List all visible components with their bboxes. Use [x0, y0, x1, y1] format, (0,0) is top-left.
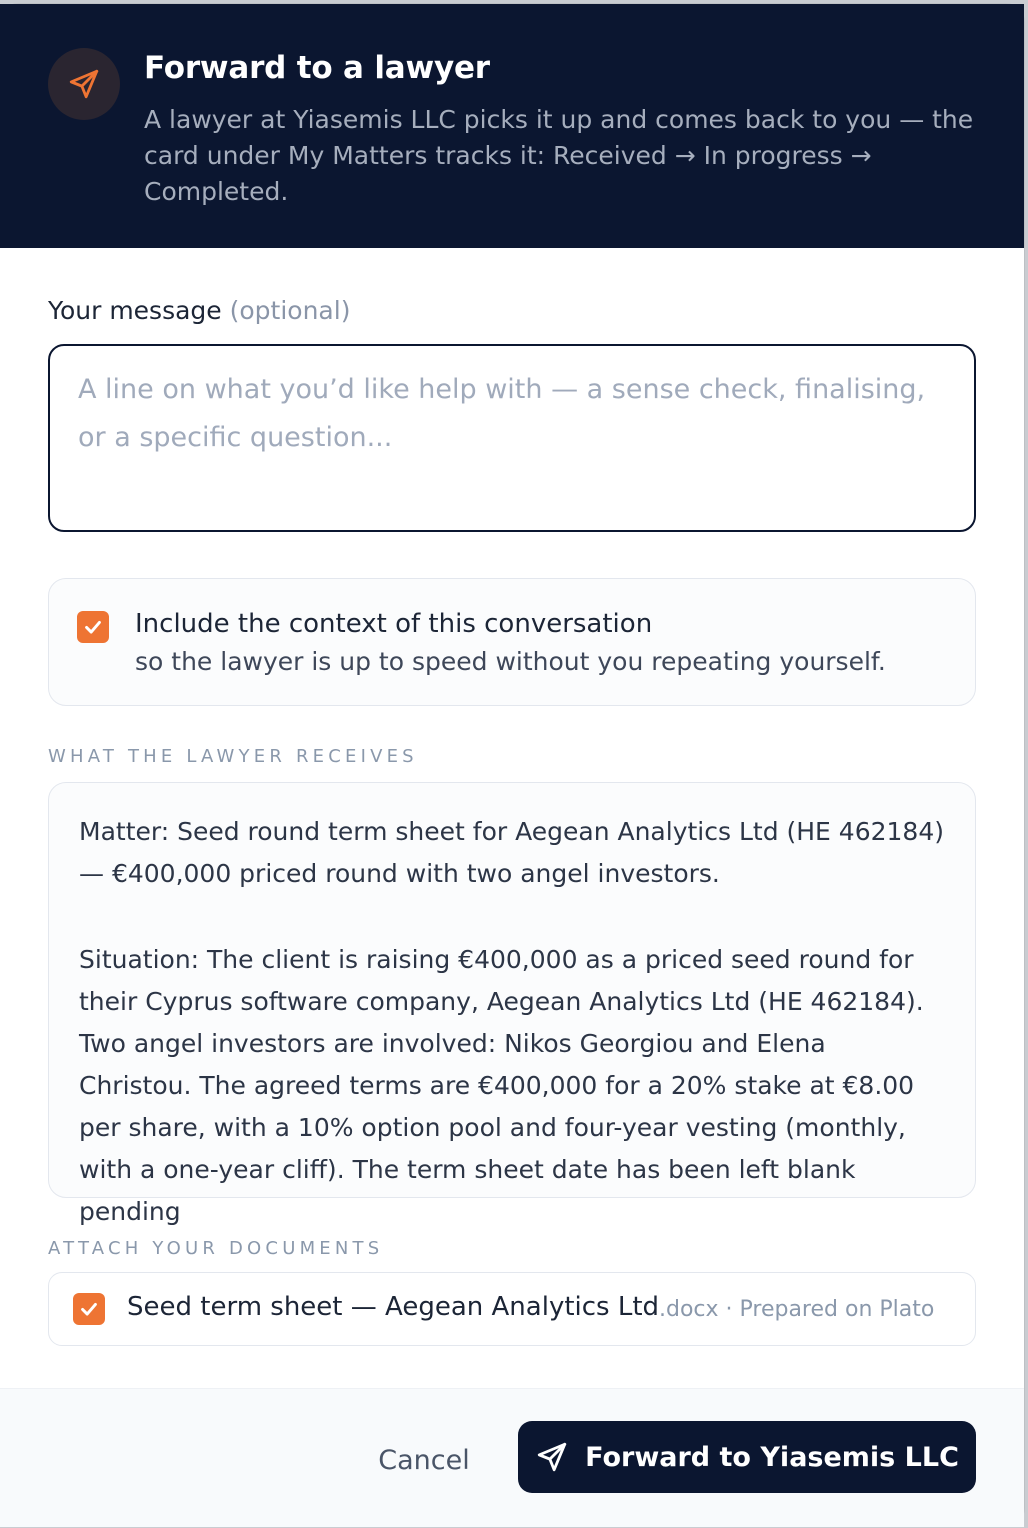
- include-context-title: Include the context of this conversation: [135, 609, 653, 639]
- preview-matter: Matter: Seed round term sheet for Aegean Analytics Ltd (HE 462184) — €400,000 priced round with two angel investors.: [79, 817, 944, 888]
- attachment-checkbox[interactable]: [73, 1293, 105, 1325]
- dialog-title: Forward to a lawyer: [144, 50, 490, 86]
- preview-situation: Situation: The client is raising €400,000 as a priced seed round for their Cyprus software company, Aegean Analytics Ltd (HE 462184). Two angel investors are involved: Nikos Georgiou and Elena Christou. The agreed terms are €400,000 for a 20% stake at €8.00 per share, with a 10% option pool and four-year vesting (monthly, with a one-year cliff). The term sheet date has been left blank pending: [79, 945, 924, 1226]
- forward-dialog: [0, 4, 1024, 1526]
- forward-button-label: Forward to Yiasemis LLC: [585, 1441, 959, 1473]
- message-label: [48, 296, 350, 325]
- message-input[interactable]: [48, 344, 976, 532]
- forward-button[interactable]: [518, 1421, 976, 1493]
- checkmark-icon: [78, 1298, 100, 1320]
- cancel-button[interactable]: Cancel: [356, 1435, 492, 1485]
- receives-heading: WHAT THE LAWYER RECEIVES: [48, 746, 418, 767]
- attach-heading: ATTACH YOUR DOCUMENTS: [48, 1238, 384, 1259]
- paper-plane-icon: [535, 1440, 569, 1474]
- lawyer-receives-preview[interactable]: [48, 782, 976, 1226]
- attachment-item[interactable]: [48, 1272, 976, 1346]
- include-context-checkbox[interactable]: [77, 611, 109, 643]
- dialog-footer: [0, 1388, 1024, 1527]
- checkmark-icon: [82, 616, 104, 638]
- optional-hint: (optional): [229, 296, 351, 325]
- message-label-text: Your message: [48, 296, 222, 325]
- include-context-option[interactable]: [48, 578, 976, 706]
- dialog-header: [0, 4, 1024, 248]
- attachment-name: Seed term sheet — Aegean Analytics Ltd: [127, 1292, 660, 1322]
- include-context-subtitle: so the lawyer is up to speed without you repeating yourself.: [135, 647, 886, 676]
- paper-plane-icon: [48, 48, 120, 120]
- attachment-meta: .docx · Prepared on Plato: [659, 1297, 935, 1322]
- dialog-subtitle: A lawyer at Yiasemis LLC picks it up and comes back to you — the card under My Matters tracks it: Received → In progress → Completed.: [144, 105, 974, 206]
